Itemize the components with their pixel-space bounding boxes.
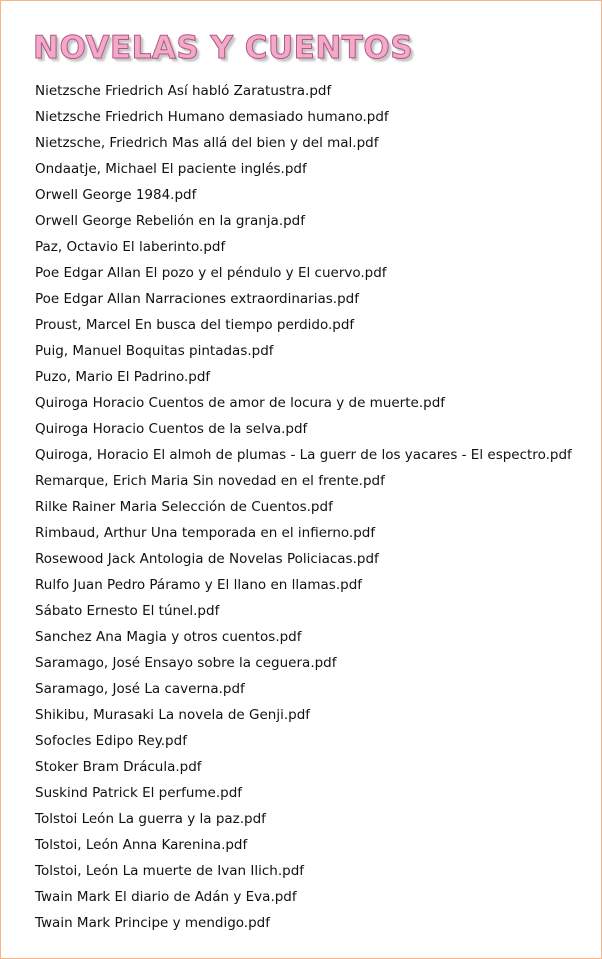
file-item: Ondaatje, Michael El paciente inglés.pdf bbox=[35, 161, 307, 177]
file-item: Saramago, José La caverna.pdf bbox=[35, 681, 245, 697]
file-item: Twain Mark El diario de Adán y Eva.pdf bbox=[35, 889, 297, 905]
file-item: Saramago, José Ensayo sobre la ceguera.pdf bbox=[35, 655, 337, 671]
file-item: Nietzsche Friedrich Así habló Zaratustra.pdf bbox=[35, 83, 332, 99]
file-item: Nietzsche Friedrich Humano demasiado humano.pdf bbox=[35, 109, 389, 125]
file-item: Twain Mark Principe y mendigo.pdf bbox=[35, 915, 270, 931]
file-item: Shikibu, Murasaki La novela de Genji.pdf bbox=[35, 707, 311, 723]
file-item: Rosewood Jack Antologia de Novelas Policiacas.pdf bbox=[35, 551, 379, 567]
file-item: Quiroga Horacio Cuentos de la selva.pdf bbox=[35, 421, 308, 437]
file-item: Sábato Ernesto El túnel.pdf bbox=[35, 603, 220, 619]
file-item: Remarque, Erich Maria Sin novedad en el frente.pdf bbox=[35, 473, 385, 489]
file-item: Proust, Marcel En busca del tiempo perdido.pdf bbox=[35, 317, 355, 333]
file-item: Paz, Octavio El laberinto.pdf bbox=[35, 239, 226, 255]
file-item: Poe Edgar Allan Narraciones extraordinarias.pdf bbox=[35, 291, 359, 307]
file-item: Suskind Patrick El perfume.pdf bbox=[35, 785, 243, 801]
file-list bbox=[35, 78, 572, 936]
file-item: Rulfo Juan Pedro Páramo y El llano en llamas.pdf bbox=[35, 577, 363, 593]
file-item: Puig, Manuel Boquitas pintadas.pdf bbox=[35, 343, 274, 359]
file-item: Poe Edgar Allan El pozo y el péndulo y El cuervo.pdf bbox=[35, 265, 387, 281]
file-item: Sanchez Ana Magia y otros cuentos.pdf bbox=[35, 629, 302, 645]
file-item: Tolstoi León La guerra y la paz.pdf bbox=[35, 811, 266, 827]
file-item: Orwell George 1984.pdf bbox=[35, 187, 197, 203]
file-item: Stoker Bram Drácula.pdf bbox=[35, 759, 202, 775]
file-item: Quiroga, Horacio El almoh de plumas - La guerr de los yacares - El espectro.pdf bbox=[35, 447, 572, 463]
file-item: Rilke Rainer Maria Selección de Cuentos.pdf bbox=[35, 499, 333, 515]
file-item: Nietzsche, Friedrich Mas allá del bien y del mal.pdf bbox=[35, 135, 379, 151]
file-item: Tolstoi, León La muerte de Ivan Ilich.pdf bbox=[35, 863, 305, 879]
file-item: Rimbaud, Arthur Una temporada en el infierno.pdf bbox=[35, 525, 376, 541]
page-title: NOVELAS Y CUENTOS bbox=[33, 30, 414, 66]
file-item: Quiroga Horacio Cuentos de amor de locura y de muerte.pdf bbox=[35, 395, 446, 411]
file-item: Puzo, Mario El Padrino.pdf bbox=[35, 369, 211, 385]
file-item: Orwell George Rebelión en la granja.pdf bbox=[35, 213, 306, 229]
file-item: Sofocles Edipo Rey.pdf bbox=[35, 733, 187, 749]
file-item: Tolstoi, León Anna Karenina.pdf bbox=[35, 837, 248, 853]
